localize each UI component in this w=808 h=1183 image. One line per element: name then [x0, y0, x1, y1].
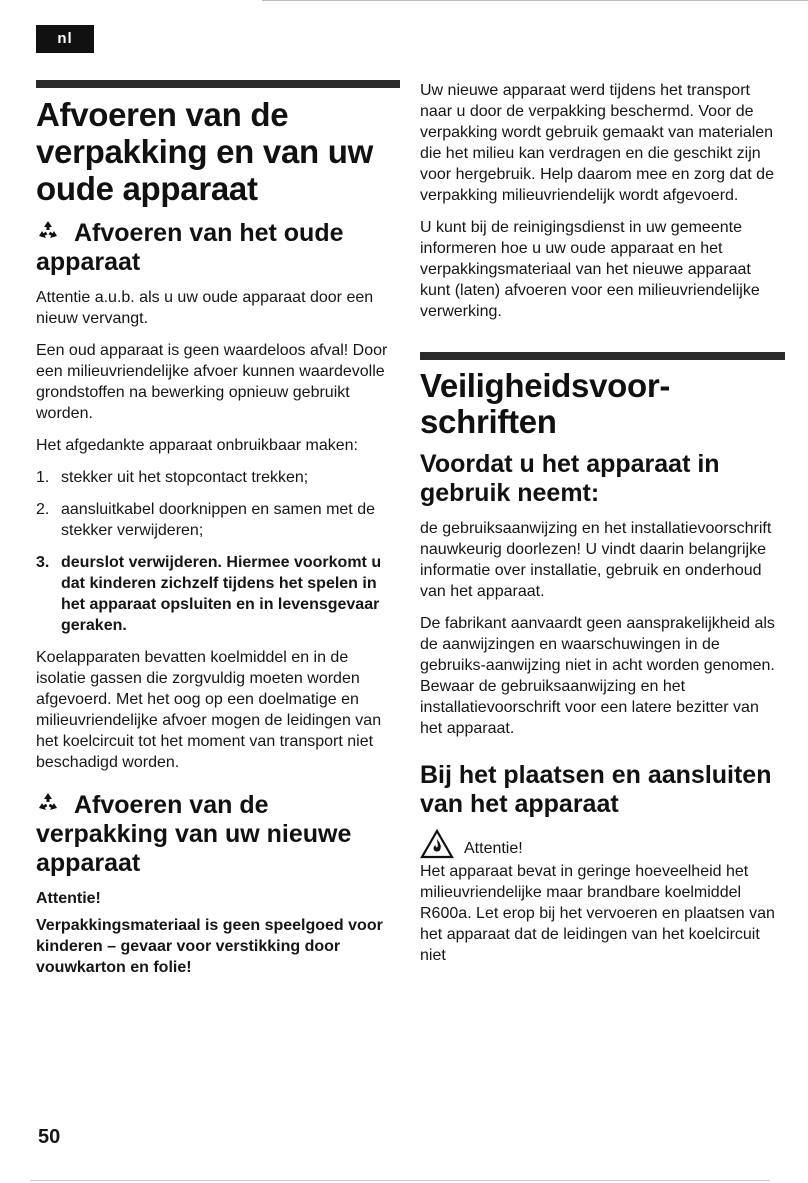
fire-warning-icon [420, 829, 454, 859]
left-column [36, 80, 400, 989]
section-heading-before-use: Voordat u het apparaat in gebruik neemt: [420, 450, 720, 507]
paragraph: de gebruiksaanwijzing en het installatievoorschrift nauwkeurig doorlezen! U vindt daarin belangrijke informatie over installatie, gebruik en onderhoud van het apparaat. [420, 520, 772, 600]
top-rule [262, 0, 808, 1]
section-bar [420, 352, 785, 360]
section-heading-packaging [36, 791, 400, 878]
section-heading-old-appliance [36, 219, 400, 277]
attention-line [420, 829, 785, 859]
step-text: stekker uit het stopcontact trekken; [61, 469, 309, 486]
list-item [36, 499, 400, 541]
page-number: 50 [38, 1126, 61, 1148]
disposal-steps [36, 467, 400, 636]
language-tag: nl [36, 25, 94, 53]
bottom-rule [30, 1180, 770, 1181]
step-number: 2. [36, 501, 50, 518]
safety-heading: Veiligheidsvoor-schriften [420, 367, 671, 440]
paragraph: U kunt bij de reinigingsdienst in uw gemeente informeren hoe u uw oude apparaat en het verpakkingsmateriaal van het nieuwe apparaat kunt (laten) afvoeren voor een milieuvriendelijke verwerking. [420, 219, 760, 320]
list-item [36, 467, 400, 488]
paragraph: Attentie a.u.b. als u uw oude apparaat door een nieuw vervangt. [36, 289, 374, 327]
attention-label: Attentie! [36, 890, 101, 907]
step-number: 1. [36, 469, 50, 486]
paragraph: Uw nieuwe apparaat werd tijdens het transport naar u door de verpakking beschermd. Voor de verpakking wordt gebruik gemaakt van materialen die het milieu kan verdragen en die geschikt zijn voor hergebruik. Help daarom mee en zorg dat de verpakking milieuvriendelijk wordt afgevoerd. [420, 82, 774, 204]
attention-label: Attentie! [464, 840, 523, 857]
paragraph: Een oud apparaat is geen waardeloos afval! Door een milieuvriendelijke afvoer kunnen waardevolle grondstoffen na bewerking opnieuw gebruikt worden. [36, 342, 388, 422]
step-text: deurslot verwijderen. Hiermee voorkomt u dat kinderen zichzelf tijdens het spelen in het apparaat opsluiten en in levensgevaar geraken. [61, 554, 382, 634]
section-heading-text: Afvoeren van het oude apparaat [36, 219, 344, 276]
paragraph: Koelapparaten bevatten koelmiddel en in de isolatie gassen die zorgvuldig moeten worden afgevoerd. Met het oog op een doelmatige en milieuvriendelijke afvoer mogen de leidingen van het koelcircuit tot het moment van transport niet beschadigd worden. [36, 649, 382, 771]
paragraph: Het apparaat bevat in geringe hoeveelheid het milieuvriendelijke maar brandbare koelmiddel R600a. Let erop bij het vervoeren en plaatsen van het apparaat dat de leidingen van het koelcircuit niet [420, 863, 775, 964]
paragraph: Het afgedankte apparaat onbruikbaar maken: [36, 437, 358, 454]
section-bar [36, 80, 400, 88]
list-item [36, 552, 400, 636]
main-heading: Afvoeren van de verpakking en van uw oude apparaat [36, 96, 373, 207]
section-heading-text: Afvoeren van de verpakking van uw nieuwe apparaat [36, 791, 352, 877]
step-number: 3. [36, 554, 50, 571]
warning-text: Verpakkingsmateriaal is geen speelgoed voor kinderen – gevaar voor verstikking door vouwkarton en folie! [36, 917, 383, 976]
recycle-icon [36, 219, 60, 243]
section-heading-installation: Bij het plaatsen en aansluiten van het apparaat [420, 761, 772, 818]
paragraph: De fabrikant aanvaardt geen aansprakelijkheid als de aanwijzingen en waarschuwingen in de gebruiks-aanwijzing niet in acht worden genomen. Bewaar de gebruiksaanwijzing en het installatievoorschrift voor een latere bezitter van het apparaat. [420, 615, 775, 737]
recycle-icon [36, 791, 60, 815]
right-column [420, 80, 785, 977]
step-text: aansluitkabel doorknippen en samen met de stekker verwijderen; [61, 501, 375, 539]
